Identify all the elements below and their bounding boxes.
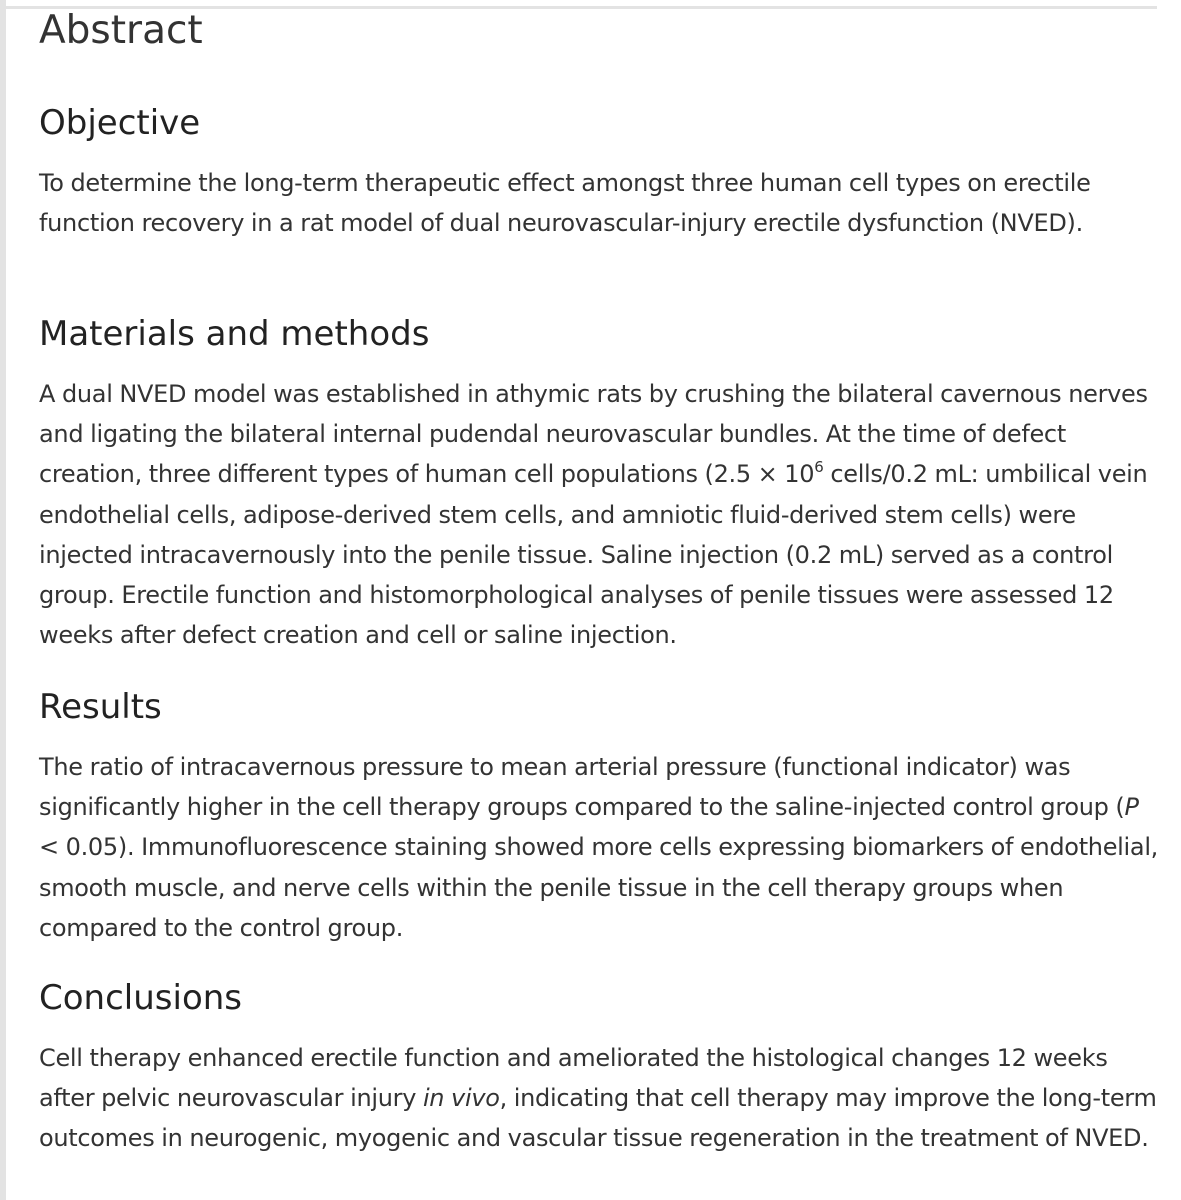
results-text-part2: < 0.05). Immunofluorescence staining showed more cells expressing biomarkers of endothelial, smooth muscle, and nerve cells within the penile tissue in the cell therapy groups when compared to the control group. [39,833,1159,942]
conclusions-text-part2: , indicating that cell therapy may improve the long-term outcomes in neurogenic, myogenic and vascular tissue regeneration in the treatment of NVED. [39,1084,1157,1153]
methods-text-part1: A dual NVED model was established in athymic rats by crushing the bilateral cavernous nerves and ligating the bilateral internal pudendal neurovascular bundles. At the time of defect creation, three different types of human cell populations (2.5 × 10 [39,380,1148,489]
results-heading: Results [39,687,162,727]
methods-heading: Materials and methods [39,314,430,354]
section-results [39,687,1159,948]
section-objective [39,103,1159,243]
section-conclusions [39,978,1159,1159]
section-materials-and-methods [39,314,1159,655]
conclusions-text-part1: Cell therapy enhanced erectile function and ameliorated the histological changes 12 weeks after pelvic neurovascular injury [39,1044,1108,1113]
methods-superscript: 6 [814,458,824,477]
results-p-symbol: P [1124,793,1139,822]
conclusions-heading: Conclusions [39,978,243,1018]
objective-heading: Objective [39,103,201,143]
methods-text-part2: cells/0.2 mL: umbilical vein endothelial cells, adipose-derived stem cells, and amniotic fluid-derived stem cells) were injected intracavernously into the penile tissue. Saline injection (0.2 mL) served as a control group. Erectile function and histomorphological analyses of penile tissues were assessed 12 weeks after defect creation and cell or saline injection. [39,460,1148,650]
abstract-title: Abstract [39,8,203,53]
left-border-rule [0,0,6,1200]
methods-text [39,374,1159,655]
conclusions-in-vivo: in vivo [422,1084,500,1113]
results-text [39,747,1159,948]
results-text-part1: The ratio of intracavernous pressure to mean arterial pressure (functional indicator) was significantly higher in the cell therapy groups compared to the saline-injected control group ( [39,753,1125,822]
conclusions-text [39,1038,1159,1159]
objective-text: To determine the long-term therapeutic effect amongst three human cell types on erectile function recovery in a rat model of dual neurovascular-injury erectile dysfunction (NVED). [39,169,1091,238]
